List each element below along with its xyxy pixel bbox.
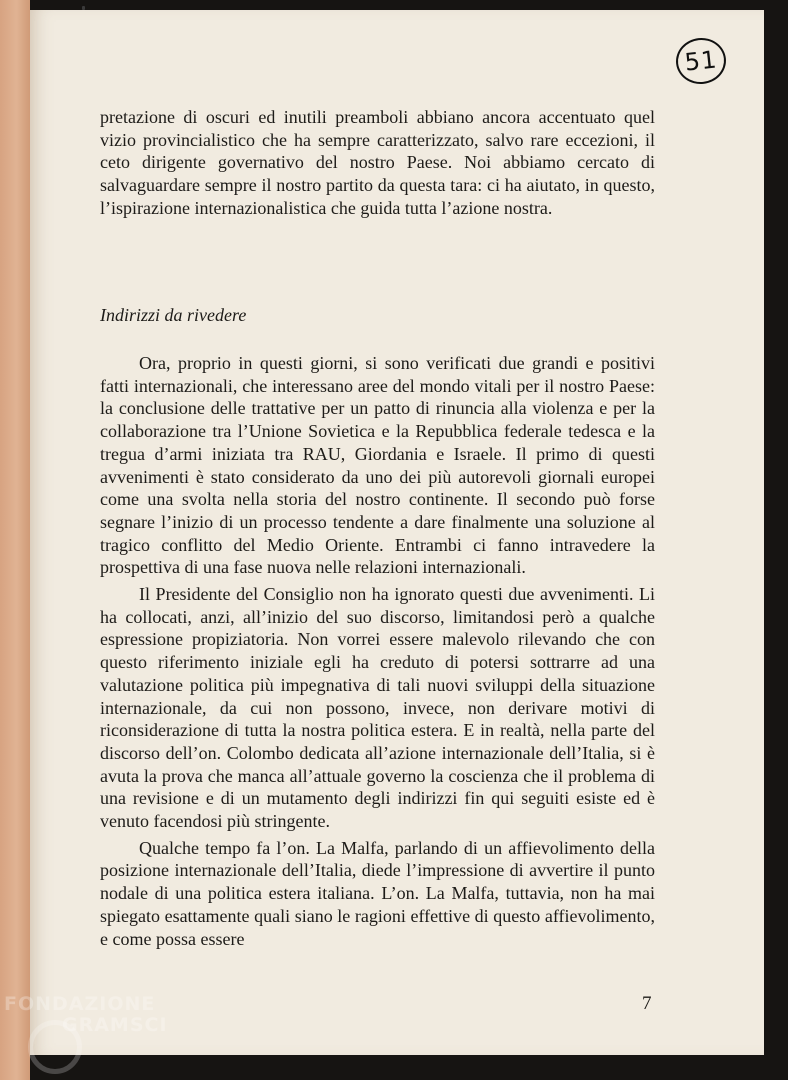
watermark-line: FONDAZIONE — [4, 993, 156, 1015]
section-heading: Indirizzi da rivedere — [100, 305, 247, 325]
document-page — [30, 10, 764, 1055]
paragraph-text: Il Presidente del Consiglio non ha ignorato questi due avvenimenti. Li ha collocati, anzi, all’inizio del suo discorso, limitandosi però a qualche espressione propiziatoria. Non vorrei essere malevolo rilevando che con questo riferimento iniziale egli ha creduto di potersi sottrarre ad una valutazione politica più impegnativa di tali nuovi sviluppi della situazione internazionale, da cui non possono, invece, non derivare motivi di riconsiderazione di tutta la nostra politica estera. E in realtà, nella parte del discorso dell’on. Colombo dedicata all’azione internazionale dell’Italia, si è avuta la prova che manca all’attuale governo la coscienza che il problema di una revisione e di un mutamento degli indirizzi fin qui seguiti esiste ed è venuto facendosi più stringente. — [100, 584, 655, 832]
facing-page-edge — [0, 0, 30, 1080]
watermark-line: GRAMSCI — [62, 1014, 168, 1036]
handwritten-page-annotation: 51 — [674, 36, 729, 87]
paragraph-text: Qualche tempo fa l’on. La Malfa, parlando di un affievolimento della posizione internazionale dell’Italia, diede l’impressione di avvertire il punto nodale di una politica estera italiana. L’on. La Malfa, tuttavia, non ha mai spiegato esattamente quali siano le ragioni effettive di questo affievolimento, e come possa essere — [100, 837, 655, 949]
paragraph-text: pretazione di oscuri ed inutili preamboli abbiano ancora accentuato quel vizio provincialistico che ha sempre caratterizzato, salvo rare eccezioni, il ceto dirigente governativo del nostro Paese. Noi abbiamo cercato di salvaguardare sempre il nostro partito da questa tara: ci ha aiutato, in questo, l’ispirazione internazionalistica che guida tutta l’azione nostra. — [100, 107, 655, 218]
paragraph-continuation — [100, 106, 655, 220]
paragraph-text: Ora, proprio in questi giorni, si sono verificati due grandi e positivi fatti internazionali, che interessano aree del mondo vitali per il nostro Paese: la conclusione delle trattative per un patto di rinuncia alla violenza e per la collaborazione tra l’Unione Sovietica e la Repubblica federale tedesca e la tregua d’armi iniziata tra RAU, Giordania e Israele. Il primo di questi avvenimenti è stato considerato da uno dei più autorevoli giornali europei come una svolta nella storia del nostro continente. Il secondo può forse segnare l’inizio di un processo tendente a dare finalmente una soluzione al tragico conflitto del Medio Oriente. Entrambi ci fanno intravedere la prospettiva di una fase nuova nelle relazioni internazionali. — [100, 353, 655, 578]
section-body — [100, 352, 655, 950]
page-number: 7 — [642, 993, 652, 1014]
